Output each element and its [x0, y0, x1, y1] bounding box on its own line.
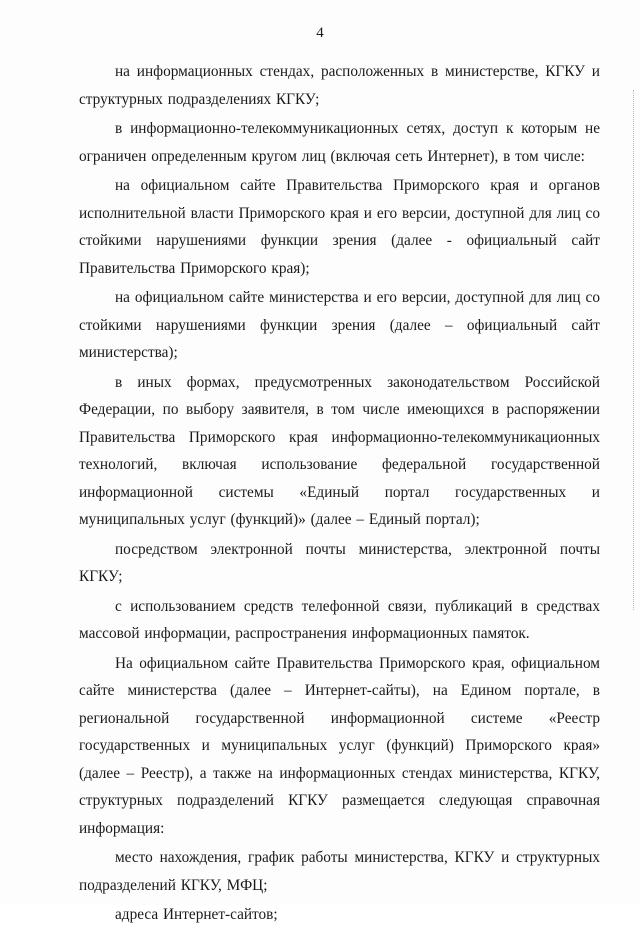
paragraph-reference-info: На официальном сайте Правительства Приморского края, официальном сайте министерства (далее – Интернет-сайты), на Едином портале, в региональной государственной информационной системе «Реестр государственных и муниципальных услуг (функций) Приморского края» (далее – Реестр), а также на информационных стендах министерства, КГКУ, структурных подразделений КГКУ размещается следующая справочная информация:: [79, 654, 600, 837]
paragraph-government-site: на официальном сайте Правительства Приморского края и органов исполнительной власти Приморского края и его версии, доступной для лиц со стойкими нарушениями функции зрения (далее - официальный сайт Правительства Приморского края);: [79, 177, 600, 277]
scan-edge-line: [632, 90, 634, 610]
paragraph-telephone: с использованием средств телефонной связи, публикаций в средствах массовой информации, распространения информационных памяток.: [79, 597, 600, 642]
paragraph-location-schedule: место нахождения, график работы министерства, КГКУ и структурных подразделений КГКУ, МФЦ;: [79, 849, 600, 894]
paragraph-other-forms: в иных формах, предусмотренных законодательством Российской Федерации, по выбору заявителя, в том числе имеющихся в распоряжении Правительства Приморского края информационно-телекоммуникационных технологий, включая использование федеральной государственной информационной системы «Единый портал государственных и муниципальных услуг (функций)» (далее – Единый портал);: [79, 373, 600, 528]
paragraph-networks: в информационно-телекоммуникационных сетях, доступ к которым не ограничен определенным кругом лиц (включая сеть Интернет), в том числе:: [79, 120, 600, 165]
document-body: [79, 58, 600, 929]
paragraph-stands: на информационных стендах, расположенных в министерстве, КГКУ и структурных подразделениях КГКУ;: [79, 63, 600, 108]
paragraph-ministry-site: на официальном сайте министерства и его версии, доступной для лиц со стойкими нарушениями функции зрения (далее – официальный сайт министерства);: [79, 289, 600, 361]
paragraph-email: посредством электронной почты министерства, электронной почты КГКУ;: [79, 540, 600, 585]
page-number: 4: [316, 25, 324, 41]
paragraph-site-addresses: адреса Интернет-сайтов;: [115, 906, 278, 923]
